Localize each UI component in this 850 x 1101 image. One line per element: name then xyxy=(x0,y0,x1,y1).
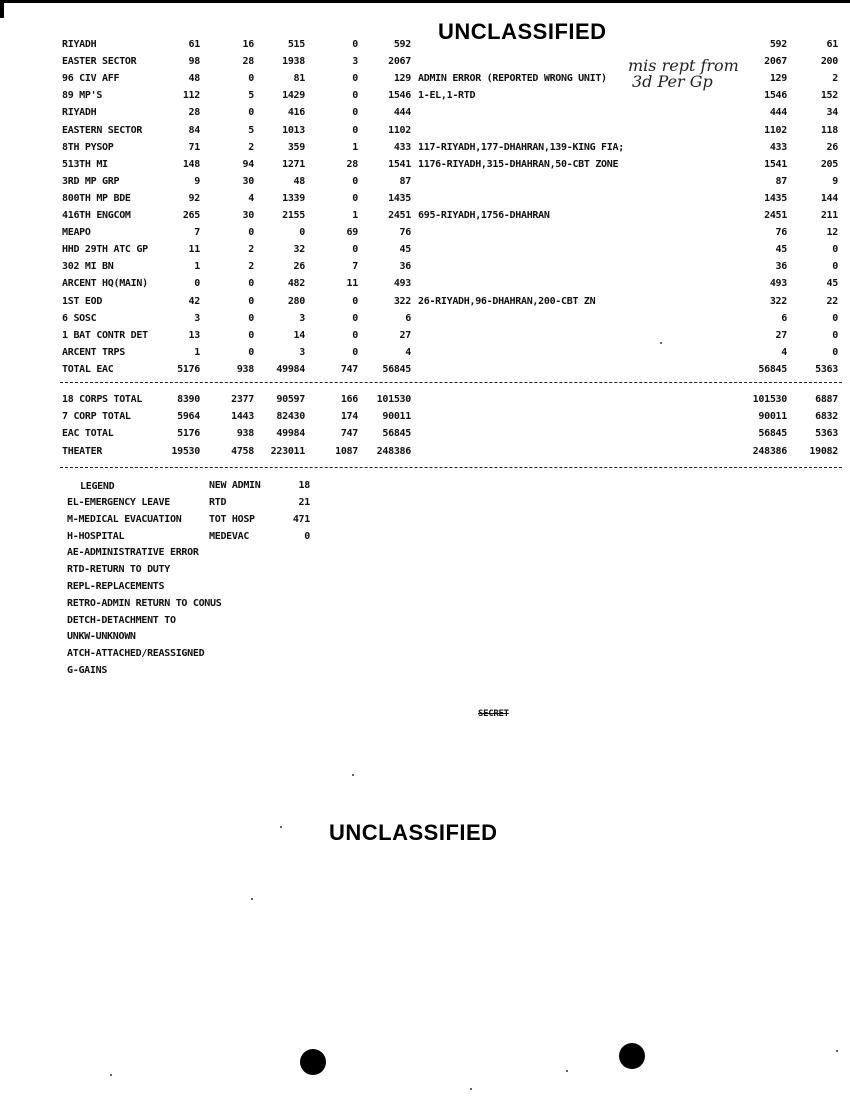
scan-speck xyxy=(251,898,253,900)
footer-classification-stamp: UNCLASSIFIED xyxy=(329,820,498,845)
cell-unit: 6 SOSC xyxy=(62,312,97,324)
cell-r2: 200 xyxy=(820,56,838,68)
cell-r1: 56845 xyxy=(758,363,787,375)
cell-remark: 1-EL,1-RTD xyxy=(418,90,476,102)
cell-c1: 8390 xyxy=(177,394,200,405)
cell-c4: 1 xyxy=(352,141,358,153)
handwritten-note-line1: mis rept from xyxy=(628,56,739,75)
cell-c3: 1271 xyxy=(282,158,305,170)
table-divider-top xyxy=(60,382,842,383)
cell-c4: 11 xyxy=(346,278,358,290)
cell-c1: 148 xyxy=(182,158,200,170)
cell-c5: 76 xyxy=(399,227,411,239)
cell-c3: 90597 xyxy=(276,394,305,405)
cell-r2: 0 xyxy=(832,346,838,358)
cell-c4: 0 xyxy=(352,124,358,136)
cell-c3: 515 xyxy=(287,39,305,50)
cell-c2: 2 xyxy=(248,244,254,256)
cell-c4: 0 xyxy=(352,175,358,187)
cell-c3: 359 xyxy=(287,141,305,153)
cell-c2: 30 xyxy=(242,210,254,221)
cell-r2: 45 xyxy=(826,278,838,290)
cell-c4: 0 xyxy=(352,244,358,256)
cell-c5: 56845 xyxy=(382,428,411,440)
cell-r2: 144 xyxy=(820,192,838,204)
cell-c4: 166 xyxy=(340,394,358,405)
cell-r2: 152 xyxy=(820,90,838,102)
cell-c2: 28 xyxy=(242,56,254,68)
cell-c1: 265 xyxy=(182,210,200,221)
cell-unit: 3RD MP GRP xyxy=(62,175,120,187)
cell-c2: 0 xyxy=(248,312,254,324)
cell-r2: 211 xyxy=(820,210,838,221)
cell-c2: 938 xyxy=(236,428,254,440)
cell-c5: 493 xyxy=(393,278,411,290)
legend-item: ATCH-ATTACHED/REASSIGNED xyxy=(67,648,205,660)
cell-c3: 1013 xyxy=(282,124,305,136)
legend-item: H-HOSPITAL xyxy=(67,530,125,542)
cell-r2: 19082 xyxy=(809,445,838,457)
cell-c3: 482 xyxy=(287,278,305,290)
cell-r1: 45 xyxy=(775,244,787,256)
cell-c4: 0 xyxy=(352,346,358,358)
cell-c1: 5176 xyxy=(177,363,200,375)
cell-remark: 1176-RIYADH,315-DHAHRAN,50-CBT ZONE xyxy=(418,158,619,170)
cell-unit: 7 CORP TOTAL xyxy=(62,411,131,423)
scan-speck xyxy=(660,342,662,344)
legend-stat-label: MEDEVAC xyxy=(209,531,250,542)
cell-c2: 0 xyxy=(248,346,254,358)
legend-item: RTD-RETURN TO DUTY xyxy=(67,564,170,576)
cell-c3: 1429 xyxy=(282,90,305,102)
cell-r1: 101530 xyxy=(752,394,787,405)
cell-unit: 89 MP'S xyxy=(62,90,103,102)
cell-c2: 4 xyxy=(248,192,254,204)
legend-stat-value: 471 xyxy=(292,514,310,525)
cell-r1: 76 xyxy=(775,227,787,239)
cell-c1: 11 xyxy=(188,244,200,256)
cell-c2: 0 xyxy=(248,329,254,341)
cell-c1: 5176 xyxy=(177,428,200,440)
cell-c5: 101530 xyxy=(376,394,411,405)
cell-unit: TOTAL EAC xyxy=(62,363,114,375)
cell-c1: 3 xyxy=(194,312,200,324)
cell-c3: 280 xyxy=(287,295,305,307)
cell-c4: 1 xyxy=(352,210,358,221)
cell-unit: EASTERN SECTOR xyxy=(62,124,143,136)
table-row xyxy=(0,243,850,256)
cell-unit: ARCENT HQ(MAIN) xyxy=(62,278,148,290)
table-row xyxy=(0,72,850,85)
legend-item: EL-EMERGENCY LEAVE xyxy=(67,497,170,508)
cell-c2: 938 xyxy=(236,363,254,375)
header-classification-stamp: UNCLASSIFIED xyxy=(438,19,607,44)
scan-speck xyxy=(470,1088,472,1090)
cell-c2: 1443 xyxy=(231,411,254,423)
cell-c1: 28 xyxy=(188,107,200,119)
cell-unit: 513TH MI xyxy=(62,158,108,170)
cell-unit: 416TH ENGCOM xyxy=(62,210,131,221)
legend-item: AE-ADMINISTRATIVE ERROR xyxy=(67,547,199,559)
secret-classification-mark: SECRET xyxy=(478,709,509,719)
cell-r1: 4 xyxy=(781,346,787,358)
legend-item: DETCH-DETACHMENT TO xyxy=(67,614,176,626)
table-row xyxy=(0,209,850,222)
cell-c5: 56845 xyxy=(382,363,411,375)
table-row xyxy=(0,295,850,308)
cell-c5: 248386 xyxy=(376,445,411,457)
cell-c5: 90011 xyxy=(382,411,411,423)
cell-c5: 36 xyxy=(399,261,411,273)
cell-c1: 92 xyxy=(188,192,200,204)
table-row xyxy=(0,260,850,273)
cell-c3: 3 xyxy=(299,346,305,358)
cell-c3: 0 xyxy=(299,227,305,239)
cell-unit: 1 BAT CONTR DET xyxy=(62,329,148,341)
cell-c2: 2 xyxy=(248,141,254,153)
cell-c3: 49984 xyxy=(276,363,305,375)
cell-c4: 747 xyxy=(340,363,358,375)
cell-c1: 48 xyxy=(188,73,200,85)
cell-c4: 7 xyxy=(352,261,358,273)
cell-c4: 0 xyxy=(352,192,358,204)
cell-r1: 322 xyxy=(769,295,787,307)
cell-c4: 0 xyxy=(352,312,358,324)
page-left-edge xyxy=(0,0,4,18)
table-row xyxy=(0,55,850,68)
cell-r1: 248386 xyxy=(752,445,787,457)
totals-row xyxy=(0,445,850,458)
cell-c2: 0 xyxy=(248,278,254,290)
cell-remark: 26-RIYADH,96-DHAHRAN,200-CBT ZN xyxy=(418,295,596,307)
cell-c1: 1 xyxy=(194,346,200,358)
cell-c4: 1087 xyxy=(335,445,358,457)
cell-c5: 1541 xyxy=(388,158,411,170)
cell-r1: 56845 xyxy=(758,428,787,440)
table-row xyxy=(0,106,850,119)
cell-c2: 5 xyxy=(248,90,254,102)
cell-c3: 3 xyxy=(299,312,305,324)
cell-c3: 49984 xyxy=(276,428,305,440)
cell-r2: 5363 xyxy=(815,363,838,375)
cell-unit: THEATER xyxy=(62,445,103,457)
cell-c1: 61 xyxy=(188,39,200,50)
cell-c2: 30 xyxy=(242,175,254,187)
cell-c4: 0 xyxy=(352,295,358,307)
cell-c5: 4 xyxy=(405,346,411,358)
cell-c2: 2377 xyxy=(231,394,254,405)
cell-c1: 1 xyxy=(194,261,200,273)
cell-c4: 0 xyxy=(352,39,358,50)
cell-unit: HHD 29TH ATC GP xyxy=(62,244,148,256)
cell-c2: 0 xyxy=(248,107,254,119)
legend-stat-label: TOT HOSP xyxy=(209,514,255,525)
cell-unit: 1ST EOD xyxy=(62,295,103,307)
legend-stat-label: NEW ADMIN xyxy=(209,480,261,491)
cell-r1: 129 xyxy=(769,73,787,85)
cell-c3: 32 xyxy=(293,244,305,256)
cell-c2: 2 xyxy=(248,261,254,273)
table-row xyxy=(0,175,850,188)
table-row xyxy=(0,329,850,342)
cell-r1: 36 xyxy=(775,261,787,273)
cell-c4: 0 xyxy=(352,73,358,85)
cell-r2: 9 xyxy=(832,175,838,187)
cell-r2: 0 xyxy=(832,244,838,256)
cell-r2: 61 xyxy=(826,39,838,50)
legend-title: LEGEND xyxy=(80,481,115,492)
cell-r1: 493 xyxy=(769,278,787,290)
scan-speck xyxy=(280,826,282,828)
cell-c5: 1546 xyxy=(388,90,411,102)
cell-c2: 4758 xyxy=(231,445,254,457)
cell-c5: 6 xyxy=(405,312,411,324)
cell-r1: 27 xyxy=(775,329,787,341)
cell-c5: 433 xyxy=(393,141,411,153)
table-row xyxy=(0,226,850,239)
cell-c2: 0 xyxy=(248,227,254,239)
cell-r2: 22 xyxy=(826,295,838,307)
totals-row xyxy=(0,393,850,406)
cell-c5: 129 xyxy=(393,73,411,85)
cell-unit: 18 CORPS TOTAL xyxy=(62,394,143,405)
legend-item: M-MEDICAL EVACUATION xyxy=(67,513,182,525)
legend-stat-value: 18 xyxy=(298,480,310,491)
cell-c4: 0 xyxy=(352,107,358,119)
cell-c1: 71 xyxy=(188,141,200,153)
cell-c5: 2451 xyxy=(388,210,411,221)
cell-r2: 6832 xyxy=(815,411,838,423)
table-row xyxy=(0,141,850,154)
cell-r1: 1435 xyxy=(764,192,787,204)
cell-r2: 0 xyxy=(832,312,838,324)
legend-stat-value: 21 xyxy=(298,497,310,508)
table-divider-bottom xyxy=(60,467,842,468)
cell-c4: 0 xyxy=(352,329,358,341)
cell-c5: 592 xyxy=(393,39,411,50)
cell-c4: 0 xyxy=(352,90,358,102)
cell-unit: EAC TOTAL xyxy=(62,428,114,440)
legend-item: UNKW-UNKNOWN xyxy=(67,631,136,643)
cell-c5: 444 xyxy=(393,107,411,119)
cell-c3: 48 xyxy=(293,175,305,187)
cell-r1: 1546 xyxy=(764,90,787,102)
cell-c3: 82430 xyxy=(276,411,305,423)
cell-r1: 2067 xyxy=(764,56,787,68)
table-row xyxy=(0,124,850,137)
cell-c5: 2067 xyxy=(388,56,411,68)
cell-r2: 34 xyxy=(826,107,838,119)
cell-r2: 6887 xyxy=(815,394,838,405)
cell-r2: 5363 xyxy=(815,428,838,440)
binder-hole-right xyxy=(619,1043,645,1069)
cell-c5: 27 xyxy=(399,329,411,341)
legend-stat-label: RTD xyxy=(209,497,227,508)
cell-c5: 87 xyxy=(399,175,411,187)
cell-c2: 16 xyxy=(242,39,254,50)
cell-c4: 3 xyxy=(352,56,358,68)
legend-item: RETRO-ADMIN RETURN TO CONUS xyxy=(67,597,222,609)
table-row xyxy=(0,277,850,290)
scan-speck xyxy=(836,1050,838,1052)
totals-row xyxy=(0,410,850,423)
cell-r1: 444 xyxy=(769,107,787,119)
cell-r1: 90011 xyxy=(758,411,787,423)
cell-c4: 69 xyxy=(346,227,358,239)
cell-c3: 1938 xyxy=(282,56,305,68)
cell-unit: RIYADH xyxy=(62,39,97,50)
cell-c1: 9 xyxy=(194,175,200,187)
cell-unit: EASTER SECTOR xyxy=(62,56,137,68)
cell-c1: 13 xyxy=(188,329,200,341)
cell-c1: 112 xyxy=(182,90,200,102)
cell-r1: 433 xyxy=(769,141,787,153)
scan-speck xyxy=(110,1074,112,1076)
cell-c2: 0 xyxy=(248,73,254,85)
handwritten-note-line2: 3d Per Gp xyxy=(632,72,713,91)
cell-c4: 28 xyxy=(346,158,358,170)
cell-c4: 747 xyxy=(340,428,358,440)
totals-row xyxy=(0,427,850,440)
cell-unit: RIYADH xyxy=(62,107,97,119)
cell-c2: 0 xyxy=(248,295,254,307)
cell-r1: 1102 xyxy=(764,124,787,136)
cell-r2: 0 xyxy=(832,329,838,341)
cell-c4: 174 xyxy=(340,411,358,423)
cell-r1: 2451 xyxy=(764,210,787,221)
cell-c2: 94 xyxy=(242,158,254,170)
cell-c5: 1102 xyxy=(388,124,411,136)
cell-c1: 19530 xyxy=(171,445,200,457)
cell-r2: 12 xyxy=(826,227,838,239)
table-row xyxy=(0,312,850,325)
cell-remark: 117-RIYADH,177-DHAHRAN,139-KING FIA; xyxy=(418,141,624,153)
cell-unit: 8TH PYSOP xyxy=(62,141,114,153)
scan-speck xyxy=(566,1070,568,1072)
cell-r2: 0 xyxy=(832,261,838,273)
cell-c3: 81 xyxy=(293,73,305,85)
table-row xyxy=(0,38,850,51)
cell-c3: 2155 xyxy=(282,210,305,221)
cell-c1: 42 xyxy=(188,295,200,307)
cell-unit: 96 CIV AFF xyxy=(62,73,120,85)
cell-r2: 118 xyxy=(820,124,838,136)
cell-c3: 14 xyxy=(293,329,305,341)
cell-unit: MEAPO xyxy=(62,227,91,239)
cell-unit: ARCENT TRPS xyxy=(62,346,125,358)
cell-c5: 45 xyxy=(399,244,411,256)
cell-unit: 800TH MP BDE xyxy=(62,192,131,204)
cell-c1: 7 xyxy=(194,227,200,239)
cell-c1: 84 xyxy=(188,124,200,136)
cell-r2: 2 xyxy=(832,73,838,85)
cell-c1: 0 xyxy=(194,278,200,290)
legend-item: REPL-REPLACEMENTS xyxy=(67,581,165,592)
cell-c3: 416 xyxy=(287,107,305,119)
page-top-edge xyxy=(0,0,850,3)
cell-c1: 5964 xyxy=(177,411,200,423)
table-row xyxy=(0,89,850,102)
cell-c5: 1435 xyxy=(388,192,411,204)
cell-r1: 1541 xyxy=(764,158,787,170)
table-row xyxy=(0,346,850,359)
table-row xyxy=(0,192,850,205)
cell-r1: 87 xyxy=(775,175,787,187)
table-row xyxy=(0,158,850,171)
cell-r1: 592 xyxy=(769,39,787,50)
cell-c2: 5 xyxy=(248,124,254,136)
cell-r2: 205 xyxy=(820,158,838,170)
cell-c3: 26 xyxy=(293,261,305,273)
binder-hole-left xyxy=(300,1049,326,1075)
cell-r2: 26 xyxy=(826,141,838,153)
cell-r1: 6 xyxy=(781,312,787,324)
cell-remark: 695-RIYADH,1756-DHAHRAN xyxy=(418,210,550,221)
cell-c3: 1339 xyxy=(282,192,305,204)
cell-c5: 322 xyxy=(393,295,411,307)
cell-remark: ADMIN ERROR (REPORTED WRONG UNIT) xyxy=(418,73,607,85)
cell-c1: 98 xyxy=(188,56,200,68)
scan-speck xyxy=(352,774,354,776)
legend-item: G-GAINS xyxy=(67,665,108,676)
cell-c3: 223011 xyxy=(270,445,305,457)
cell-unit: 302 MI BN xyxy=(62,261,114,273)
table-row xyxy=(0,363,850,376)
legend-stat-value: 0 xyxy=(304,531,310,542)
